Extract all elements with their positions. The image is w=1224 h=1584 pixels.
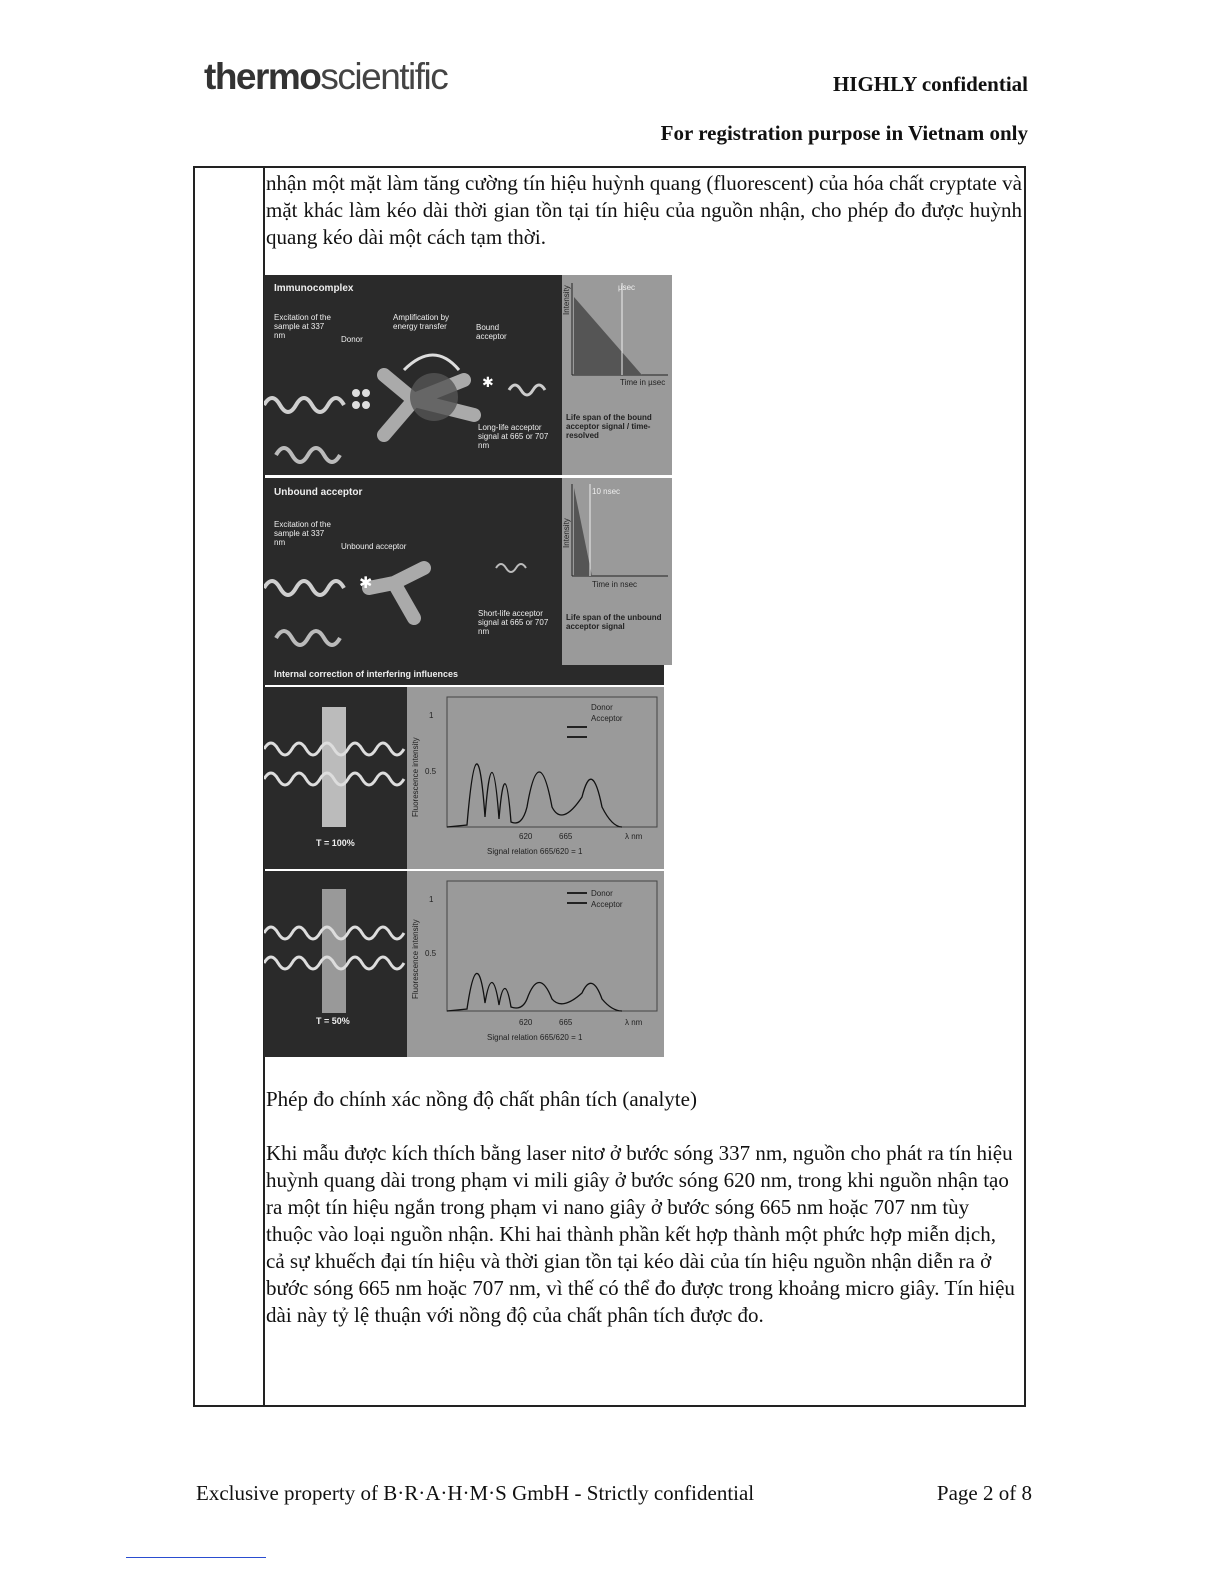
t100-label: T = 100% bbox=[316, 838, 355, 848]
x-tick-620: 620 bbox=[519, 832, 533, 841]
transmission-100-panel bbox=[264, 687, 407, 869]
time-usec-label: Time in µsec bbox=[620, 378, 666, 387]
time-nsec-label: Time in nsec bbox=[592, 580, 638, 589]
unbound-panel bbox=[264, 478, 562, 665]
htrf-figure bbox=[264, 275, 672, 1057]
transmission-50-illustration bbox=[264, 871, 407, 1057]
footer-property: Exclusive property of B·R·A·H·M·S GmbH - Strictly confidential bbox=[196, 1481, 755, 1505]
correction-title: Internal correction of interfering influences bbox=[274, 669, 459, 679]
legend-acceptor-2: Acceptor bbox=[591, 900, 623, 909]
excitation-label: Excitation of the sample at 337 nm bbox=[274, 313, 331, 340]
paragraph-intro: nhận một mặt làm tăng cường tín hiệu huỳnh quang (fluorescent) của hóa chất cryptate và mặt khác làm kéo dài thời gian tồn tại tín hiệu của nguồn nhận, cho phép đo được huỳnh quang kéo dài một cách tạm thời. bbox=[266, 171, 1022, 249]
legend-acceptor: Acceptor bbox=[591, 714, 623, 723]
x-tick-665: 665 bbox=[559, 832, 573, 841]
y-tick-1: 1 bbox=[429, 711, 434, 720]
y-tick-1-b: 1 bbox=[429, 895, 434, 904]
long-life-label: Long-life acceptor signal at 665 or 707 nm bbox=[478, 423, 549, 450]
paragraph-analyte: Khi mẫu được kích thích bằng laser nitơ ở bước sóng 337 nm, nguồn cho phát ra tín hiệu huỳnh quang dài trong phạm vi mili giây ở bước sóng 620 nm, trong khi nguồn nhận tạo ra một tín hiệu ngắn trong phạm vi nano giây ở bước sóng 665 nm hoặc 707 nm tùy thuộc vào loại nguồn nhận. Khi hai thành phần kết hợp thành một phức hợp miễn dịch, cả sự khuếch đại tín hiệu và thời gian tồn tại kéo dài của tín hiệu nguồn nhận diễn ra ở bước sóng 665 nm hoặc 707 nm, vì thế có thể đo được trong khoảng micro giây. Tín hiệu dài này tỷ lệ thuận với nồng độ của chất phân tích được đo. bbox=[266, 1141, 1015, 1327]
legend-donor: Donor bbox=[591, 703, 613, 712]
unbound-decay-graph bbox=[562, 478, 672, 665]
thermoscientific-logo: thermoscientific bbox=[204, 56, 448, 97]
x-unit: λ nm bbox=[625, 832, 643, 841]
correction-title-bar bbox=[264, 665, 664, 685]
usec-label: µsec bbox=[618, 283, 636, 292]
x-unit-b: λ nm bbox=[625, 1018, 643, 1027]
y-tick-05: 0.5 bbox=[425, 767, 437, 776]
spectrum-50-panel bbox=[407, 871, 664, 1057]
svg-text:✱: ✱ bbox=[482, 374, 494, 390]
unbound-illustration bbox=[264, 478, 562, 665]
intensity-label-2: Intensity bbox=[562, 518, 571, 548]
fluorescence-ylabel: Fluorescence intensity bbox=[411, 737, 420, 817]
immunocomplex-panel bbox=[264, 275, 562, 475]
unbound-acceptor-label: Unbound acceptor bbox=[341, 542, 407, 551]
bound-lifespan-label: Life span of the bound acceptor signal / time-resolved bbox=[566, 413, 652, 440]
bound-decay-graph bbox=[562, 275, 672, 475]
excitation-label-2: Excitation of the sample at 337 nm bbox=[274, 520, 331, 547]
y-tick-05-b: 0.5 bbox=[425, 949, 437, 958]
nsec-label: 10 nsec bbox=[592, 487, 621, 496]
x-tick-620-b: 620 bbox=[519, 1018, 533, 1027]
spectrum-100-graph bbox=[407, 687, 664, 869]
unbound-title: Unbound acceptor bbox=[274, 487, 363, 498]
registration-note: For registration purpose in Vietnam only bbox=[660, 121, 1028, 145]
t50-label: T = 50% bbox=[316, 1016, 350, 1026]
bound-lifespan-panel bbox=[562, 275, 672, 475]
x-tick-665-b: 665 bbox=[559, 1018, 573, 1027]
legend-donor-2: Donor bbox=[591, 889, 613, 898]
unbound-lifespan-label: Life span of the unbound acceptor signal bbox=[566, 613, 662, 631]
spectrum-50-graph bbox=[407, 871, 664, 1057]
confidential-label: HIGHLY confidential bbox=[832, 72, 1028, 96]
donor-label: Donor bbox=[341, 335, 363, 344]
transmission-50-panel bbox=[264, 871, 407, 1057]
spectrum-100-panel bbox=[407, 687, 664, 869]
amplification-label: Amplification by energy transfer bbox=[393, 313, 450, 331]
section-heading: Phép đo chính xác nồng độ chất phân tích (analyte) bbox=[266, 1087, 697, 1111]
svg-text:✱: ✱ bbox=[359, 575, 373, 592]
page-number: Page 2 of 8 bbox=[936, 1481, 1032, 1505]
short-life-label: Short-life acceptor signal at 665 or 707 nm bbox=[478, 609, 549, 636]
signal-relation-1: Signal relation 665/620 = 1 bbox=[487, 847, 583, 856]
immunocomplex-title: Immunocomplex bbox=[274, 283, 354, 294]
intensity-label: Intensity bbox=[562, 285, 571, 315]
bound-acceptor-label: Bound acceptor bbox=[476, 323, 507, 341]
bottom-rule bbox=[126, 1557, 266, 1558]
fluorescence-ylabel-b: Fluorescence intensity bbox=[411, 919, 420, 999]
immunocomplex-illustration bbox=[264, 275, 562, 475]
signal-relation-2: Signal relation 665/620 = 1 bbox=[487, 1033, 583, 1042]
unbound-lifespan-panel bbox=[562, 478, 672, 665]
